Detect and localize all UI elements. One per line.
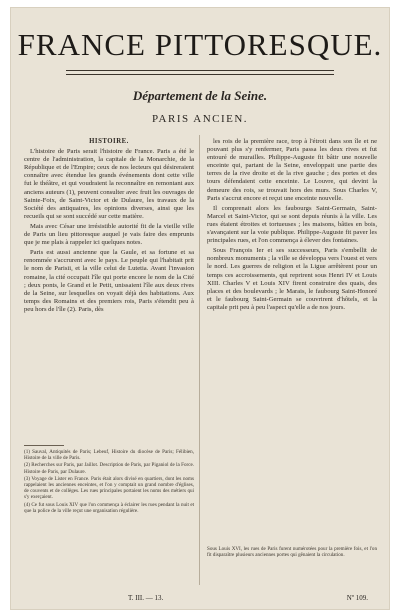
footnote: (3) Voyage de Lister en France. Paris était alors divisé en quartiers, dont les noms rappelaient les anciennes enceintes, et l'on y comptait un grand nombre d'églises, de couvents et de collèges. Les rues principales portaient les noms des métiers qui s'y exerçaient.: [24, 475, 194, 501]
right-column: [207, 138, 377, 538]
footnote: Sous Louis XVI, les rues de Paris furent numérotées pour la première fois, et l'on fit disparaître plusieurs anciennes portes qui gênaient la circulation.: [207, 546, 377, 559]
footnote: (2) Recherches sur Paris, par Jaillot. Description de Paris, par Piganiol de la Force. Histoire de Paris, par Dulaure.: [24, 462, 194, 475]
section-heading: PARIS ANCIEN.: [151, 113, 249, 125]
histoire-heading: HISTOIRE.: [89, 138, 129, 145]
paragraph: Mais avec César une irrésistible autorité fit de la vieille ville de Paris un lieu pittoresque auquel je vais faire des emprunts que je me plais à rappeler ici quelques notes.: [24, 222, 194, 247]
title-rule: [66, 70, 334, 75]
paragraph: les rois de la première race, trop à l'étroit dans son île et ne pouvant plus s'y renfermer, Paris passa les deux rives et fut entouré de murailles. Philippe-Auguste fit bâtir une nouvelle enceinte qui, partant de la Seine, enveloppait une partie des terres de la rive droite et de la rive gauche ; des portes et des tours défendaient cette enceinte. Le Louvre, qui devint la demeure des rois, se trouvait hors des murs. Sous Charles V, Paris s'accrut encore et reçut une enceinte nouvelle.: [207, 138, 377, 202]
page-scan: [10, 7, 390, 610]
paragraph: Paris est aussi ancienne que la Gaule, et sa fortune et sa renommée s'accrurent avec le pays. Le peuple qui l'habitait prit le nom de Parisii, et la ville celui de Lutetia. Avant l'invasion romaine, la cité occupait l'île qui porte encore le nom de la Cité ; deux ponts, le Grand et le Petit, unissaient l'île aux deux rives de la Seine, sur lesquelles on voyait déjà des habitations. Aux temps des Romains et des premiers rois, Paris s'étendit peu à peu hors de l'île (2). Paris, dès: [24, 249, 194, 313]
footnote-rule: [24, 445, 64, 446]
footnotes-right: [207, 541, 377, 564]
column-divider: [199, 135, 200, 585]
footnotes-left: [24, 449, 194, 515]
left-column: [24, 138, 194, 316]
footnote: (1) Sauval, Antiquités de Paris; Lebeuf, Histoire du diocèse de Paris; Félibien, Histoire de la ville de Paris.: [24, 449, 194, 462]
paragraph: Sous François Ier et ses successeurs, Paris s'embellit de nombreux monuments ; la ville se développa vers l'ouest et vers le nord. Les guerres de religion et la Ligue arrêtèrent pour un temps ces accroissements, qui reprirent sous Henri IV et Louis XIII. Charles V et Louis XIV firent construire des quais, des places et des boulevards ; le Marais, le faubourg Saint-Honoré et le faubourg Saint-Germain se couvrirent d'hôtels, et la capitale prit peu à peu l'aspect qu'elle a de nos jours.: [207, 247, 377, 311]
issue-number: Nº 109.: [346, 594, 368, 602]
department-heading: Département de la Seine.: [132, 88, 268, 103]
paragraph: Il comprenait alors les faubourgs Saint-Germain, Saint-Marcel et Saint-Victor, qui se sont depuis réunis à la ville. Les rues étaient étroites et tortueuses ; les maisons, bâties en bois, s'avançaient sur la voie publique. Philippe-Auguste fit paver les principales rues, et l'on commença à élever des fontaines.: [207, 204, 377, 245]
masthead-title: FRANCE PITTORESQUE.: [17, 27, 383, 62]
volume-signature: T. III. — 13.: [128, 594, 164, 602]
footnote: (4) Ce fut sous Louis XIV que l'on commença à éclairer les rues pendant la nuit et que la police de la ville reçut une organisation régulière.: [24, 501, 194, 514]
paragraph: L'histoire de Paris serait l'histoire de France. Paris a été le centre de l'administration, la capitale de la Monarchie, de la République et de l'Empire; ceux de nos lecteurs qui désireraient connaître avec étendue les grands événements dont cette ville fut le théâtre, et qui voudraient la reconnaître en remontant aux anciens auteurs (1), peuvent consulter avec fruit les ouvrages de Sainte-Foix, de Saint-Victor et de Dulaure, les travaux de la Société des antiquaires, les opinions diverses, ainsi que les recueils qui se sont succédé sur cette matière.: [24, 148, 194, 220]
